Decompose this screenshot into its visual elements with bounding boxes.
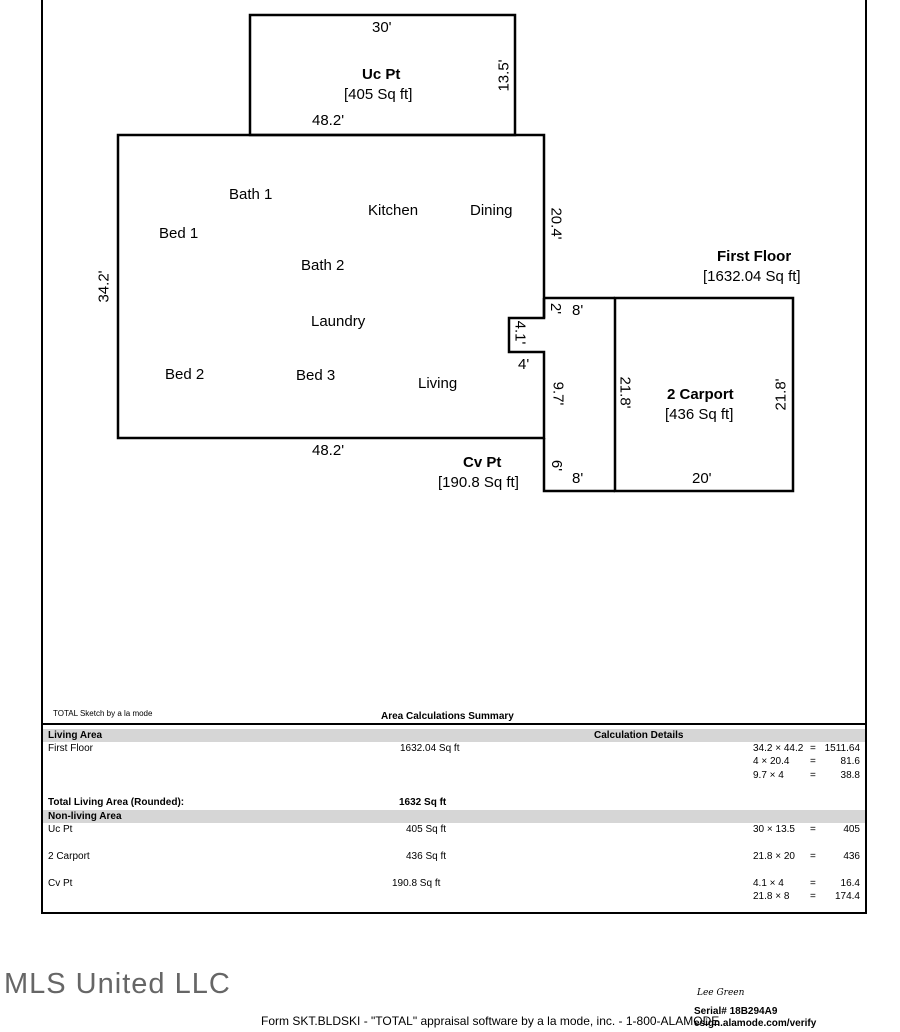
- room-bed2: Bed 2: [165, 366, 205, 383]
- dim-cvpt-8: 8': [572, 470, 584, 487]
- nonliving-row-area: 436 Sq ft: [406, 851, 447, 862]
- nonliving-row-area: 405 Sq ft: [406, 824, 447, 835]
- dim-ucpt-top: 30': [372, 19, 392, 36]
- dim-right-lower: 9.7': [549, 381, 567, 406]
- nonliving-row-area: 190.8 Sq ft: [392, 878, 441, 889]
- nonliving-header: Non-living Area: [48, 811, 122, 822]
- serial-number: Serial# 18B294A9: [694, 1006, 778, 1017]
- mls-united-logo: MLS United LLC: [4, 968, 231, 1000]
- room-kitchen: Kitchen: [368, 202, 419, 219]
- dim-cvpt-6: 6': [548, 459, 566, 472]
- dim-bottom-main: 48.2': [312, 442, 345, 459]
- first-floor-row-name: First Floor: [48, 743, 93, 754]
- dim-notch-4: 4': [518, 356, 530, 373]
- calc-val: 405: [843, 824, 860, 835]
- calc-eq: =: [810, 891, 816, 902]
- room-dining: Dining: [470, 202, 513, 219]
- ucpt-area: [405 Sq ft]: [344, 86, 413, 103]
- room-bath1: Bath 1: [229, 186, 273, 203]
- room-bed1: Bed 1: [159, 225, 199, 242]
- calc-eq: =: [810, 878, 816, 889]
- dim-step-8: 8': [572, 302, 584, 319]
- nonliving-row-name: 2 Carport: [48, 851, 90, 862]
- nonliving-row-name: Cv Pt: [48, 878, 73, 889]
- calc-val: 16.4: [840, 878, 860, 889]
- calc-expr: 30 × 13.5: [753, 824, 795, 835]
- living-area-header: Living Area: [48, 730, 103, 741]
- total-living-label: Total Living Area (Rounded):: [48, 797, 185, 808]
- calc-details-header: Calculation Details: [594, 730, 684, 741]
- calc-eq: =: [810, 743, 816, 754]
- total-living-value: 1632 Sq ft: [399, 797, 447, 808]
- form-line: Form SKT.BLDSKI - "TOTAL" appraisal software by a la mode, inc. - 1-800-ALAMODE: [261, 1014, 720, 1028]
- summary-separator: [41, 723, 867, 725]
- dim-carport-left: 21.8': [616, 376, 634, 409]
- dim-left-main: 34.2': [95, 270, 113, 303]
- dim-notch-41: 4.1': [511, 320, 529, 345]
- calc-eq: =: [810, 756, 816, 767]
- ucpt-name: Uc Pt: [362, 66, 401, 83]
- signature: Lee Green: [697, 988, 745, 998]
- nonliving-row-name: Uc Pt: [48, 824, 73, 835]
- calc-expr: 4 × 20.4: [753, 756, 790, 767]
- calc-val: 81.6: [840, 756, 860, 767]
- cvpt-name: Cv Pt: [463, 454, 502, 471]
- nonliving-header-row: [43, 810, 865, 823]
- calc-expr: 21.8 × 8: [753, 891, 790, 902]
- room-living: Living: [418, 375, 458, 392]
- dim-ucpt-right: 13.5': [495, 59, 513, 92]
- first-floor-area: [1632.04 Sq ft]: [703, 268, 801, 285]
- calc-val: 1511.64: [824, 743, 860, 754]
- verify-link[interactable]: esign.alamode.com/verify: [694, 1018, 817, 1029]
- calc-expr: 34.2 × 44.2: [753, 743, 804, 754]
- carport-area: [436 Sq ft]: [665, 406, 734, 423]
- first-floor-name: First Floor: [717, 248, 792, 265]
- calc-eq: =: [810, 851, 816, 862]
- dim-right-upper: 20.4': [547, 207, 565, 240]
- calc-val: 174.4: [834, 891, 860, 902]
- calc-expr: 21.8 × 20: [753, 851, 795, 862]
- sketch-credit: TOTAL Sketch by a la mode: [53, 709, 153, 718]
- carport-name: 2 Carport: [667, 386, 734, 403]
- calc-eq: =: [810, 824, 816, 835]
- dim-carport-bottom: 20': [692, 470, 712, 487]
- cvpt-area: [190.8 Sq ft]: [438, 474, 519, 491]
- calc-expr: 4.1 × 4: [753, 878, 784, 889]
- living-area-header-row: [43, 729, 865, 742]
- calc-eq: =: [810, 770, 816, 781]
- calc-val: 436: [843, 851, 860, 862]
- room-laundry: Laundry: [311, 313, 366, 330]
- calc-val: 38.8: [840, 770, 860, 781]
- dim-carport-right: 21.8': [772, 378, 790, 411]
- summary-title: Area Calculations Summary: [381, 711, 514, 722]
- room-bath2: Bath 2: [301, 257, 345, 274]
- first-floor-row-area: 1632.04 Sq ft: [400, 743, 460, 754]
- main-house-outline: [118, 135, 544, 438]
- calc-expr: 9.7 × 4: [753, 770, 784, 781]
- dim-top-main: 48.2': [312, 112, 345, 129]
- room-bed3: Bed 3: [296, 367, 336, 384]
- serial-block: [694, 1006, 816, 1030]
- dim-step-2: 2': [547, 302, 565, 315]
